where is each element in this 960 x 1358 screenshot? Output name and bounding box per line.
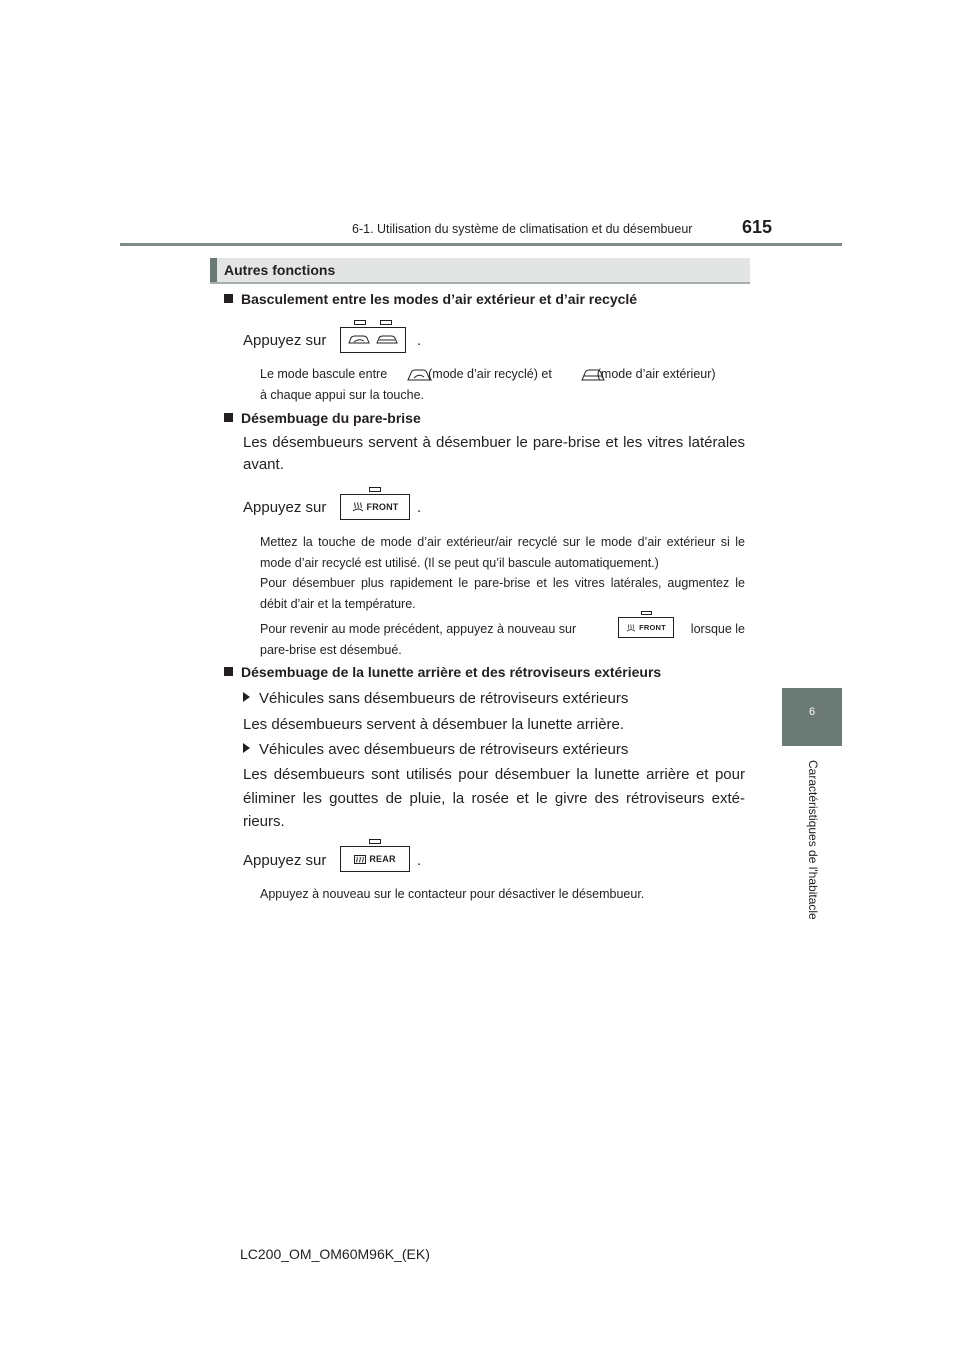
front-inline-label [626, 623, 666, 632]
outside-air-icon [580, 367, 606, 383]
rear-defogger-button[interactable] [340, 846, 410, 872]
windshield-defrost-icon [352, 502, 364, 512]
indicator-light-icon [369, 839, 381, 844]
page-number: 615 [742, 217, 773, 237]
triangle-bullet-icon [243, 692, 250, 702]
recirc-note-line2: à chaque appui sur la touche. [260, 388, 425, 402]
windshield-note-1: Mettez la touche de mode d’air extérieur/air recyclé sur le mode d’air extérieur si le mode d’air recyclé est utilisé. (Il se peut qu’il bascule automatiquement.) [260, 535, 745, 570]
recirc-mode-button[interactable] [340, 327, 406, 353]
windshield-note-2: Pour désembuer plus rapidement le pare-brise et les vitres latérales, augmentez le débit d’air et la température. [260, 576, 745, 611]
chapter-title: 6-1. Utilisation du système de climatisation et du désembueur [352, 222, 693, 236]
press-end: . [417, 332, 422, 349]
indicator-light-icon [354, 320, 366, 325]
square-bullet-icon [224, 667, 233, 676]
front-button-text: FRONT [639, 623, 666, 632]
recirculated-air-icon [406, 367, 432, 383]
front-defogger-button[interactable] [340, 494, 410, 520]
variant-text: Véhicules avec désembueurs de rétroviseurs extérieurs [259, 741, 629, 758]
variant-text: Véhicules sans désembueurs de rétroviseurs extérieurs [259, 690, 629, 707]
triangle-bullet-icon [243, 743, 250, 753]
section-title: Autres fonctions [224, 262, 336, 278]
heading-recirc-text: Basculement entre les modes d’air extérieur et d’air recyclé [241, 291, 638, 307]
recirc-outside-air-icon [345, 333, 401, 347]
press-end: . [417, 852, 422, 869]
rear-body-1: Les désembueurs servent à désembuer la lunette arrière. [243, 716, 625, 733]
press-label: Appuyez sur [243, 332, 327, 349]
chapter-tab-label: Caractéristiques de l'habitacle [806, 760, 820, 920]
heading-recirc [224, 291, 637, 307]
note-text: (mode d’air recyclé) et [428, 367, 552, 381]
press-end: . [417, 499, 422, 516]
recirc-note [260, 364, 750, 385]
note-text: Pour revenir au mode précédent, appuyez à nouveau sur [260, 622, 577, 636]
indicator-light-icon [641, 611, 652, 615]
chapter-tab-number: 6 [808, 706, 816, 718]
heading-rear [224, 664, 661, 680]
front-defogger-inline-button [618, 617, 674, 638]
variant-without-mirror-defoggers [243, 690, 628, 707]
square-bullet-icon [224, 294, 233, 303]
press-label: Appuyez sur [243, 852, 327, 869]
indicator-light-icon [369, 487, 381, 492]
front-defogger-label [352, 502, 399, 512]
document-code: LC200_OM_OM60M96K_(EK) [240, 1246, 430, 1262]
windshield-note-3b: lorsque le [690, 622, 745, 636]
square-bullet-icon [224, 413, 233, 422]
rear-defogger-label [354, 854, 395, 864]
indicator-light-icon [380, 320, 392, 325]
rear-body-2: Les désembueurs sont utilisés pour désembuer la lunette arrière et pour éliminer les gouttes de pluie, la rosée et le givre des rétroviseurs exté-rieurs. [243, 766, 745, 830]
windshield-defrost-icon [626, 624, 636, 632]
heading-windshield [224, 410, 421, 426]
section-bar [210, 258, 750, 282]
heading-windshield-text: Désembuage du pare-brise [241, 410, 421, 426]
variant-with-mirror-defoggers [243, 741, 628, 758]
rear-note: Appuyez à nouveau sur le contacteur pour désactiver le désembueur. [260, 887, 645, 901]
windshield-note-3-line2: pare-brise est désembué. [260, 643, 402, 657]
windshield-body: Les désembueurs servent à désembuer le pare-brise et les vitres latérales avant. [243, 434, 745, 473]
header-rule [120, 243, 842, 246]
rear-defrost-icon [354, 855, 366, 864]
note-text: Le mode bascule entre [260, 367, 388, 381]
rear-button-text: REAR [369, 854, 396, 864]
note-text: (mode d’air extérieur) [596, 367, 716, 381]
heading-rear-text: Désembuage de la lunette arrière et des rétroviseurs extérieurs [241, 664, 662, 680]
press-label: Appuyez sur [243, 499, 327, 516]
front-button-text: FRONT [366, 502, 399, 512]
